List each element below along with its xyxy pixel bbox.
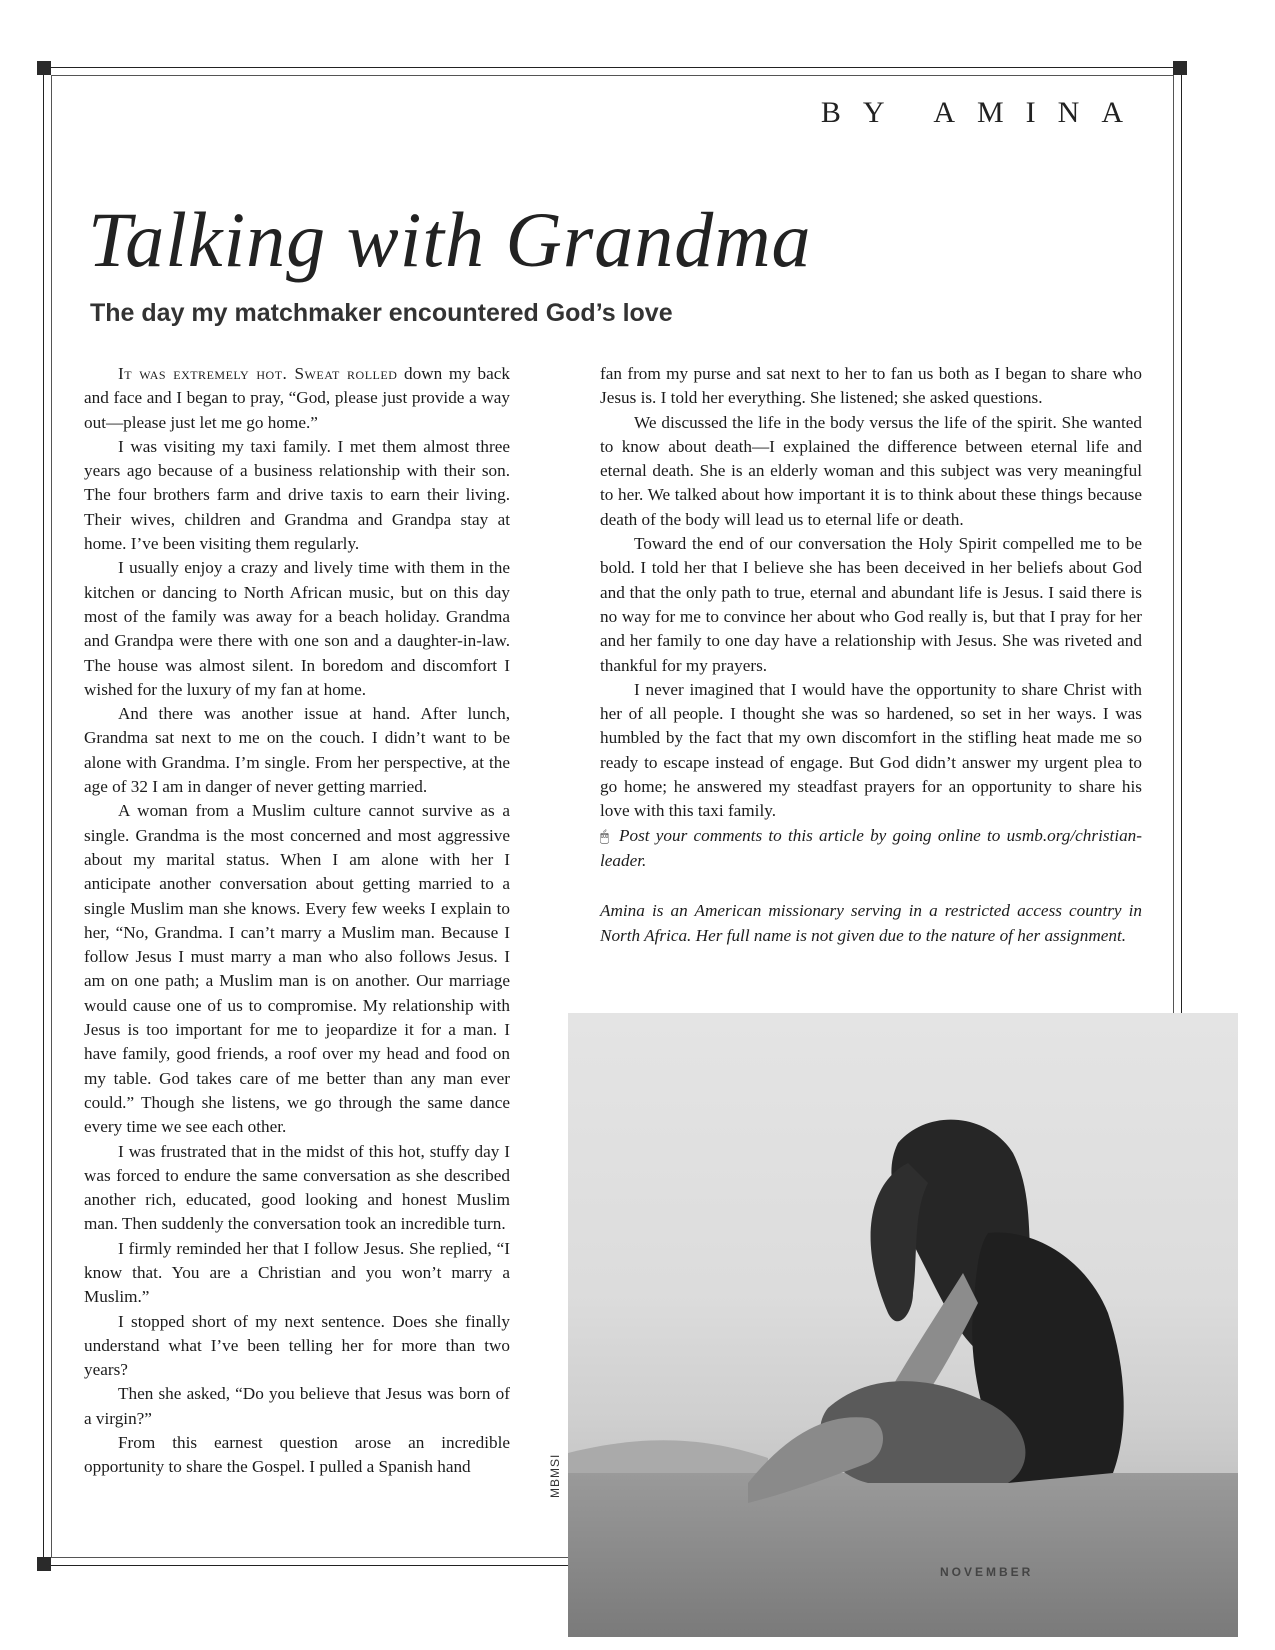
paragraph: Toward the end of our conversation the Holy Spirit compelled me to be bold. I told her that I believe she has been deceived in her beliefs about God and that the only path to true, eternal and abundant life is Jesus. I said there is no way for me to convince her about who God really is, but that I pray for her and her family to one day have a relationship with Jesus. She was riveted and thankful for my prayers.: [600, 534, 1142, 675]
paragraph: I firmly reminded her that I follow Jesus. She replied, “I know that. You are a Christian and you won’t marry a Muslim.”: [84, 1238, 510, 1307]
paragraph: I was frustrated that in the midst of this hot, stuffy day I was forced to endure the same conversation as she described another rich, educated, good looking and honest Muslim man. Then suddenly the conversation took an incredible turn.: [84, 1141, 510, 1234]
mouse-icon: 🖱: [600, 828, 610, 845]
paragraph: It was extremely hot. Sweat rolled down my back and face and I began to pray, “God, please just provide a way out—please just let me go home.”: [84, 364, 510, 432]
paragraph: Then she asked, “Do you believe that Jesus was born of a virgin?”: [84, 1384, 510, 1428]
lead-in: It was extremely hot. Sweat rolled: [118, 364, 398, 383]
comment-link-text[interactable]: Post your comments to this article by going online to usmb.org/christian-leader.: [600, 825, 1142, 870]
paragraph: I usually enjoy a crazy and lively time with them in the kitchen or dancing to North African music, but on this day most of the family was away for a beach holiday. Grandma and Grandpa were there with one son and a daughter-in-law. The house was almost silent. In boredom and discomfort I wished for the luxury of my fan at home.: [84, 558, 510, 699]
left-column: [84, 362, 510, 1480]
paragraph: A woman from a Muslim culture cannot survive as a single. Grandma is the most concerned and most aggressive about my marital status. When I am alone with her I anticipate another conversation about getting married to a single Muslim man she knows. Every few weeks I explain to her, “No, Grandma. I can’t marry a Muslim man. Because I follow Jesus I must marry a man who also follows Jesus. I am on one path; a Muslim man is on another. Our marriage would cause one of us to compromise. My relationship with Jesus is too important for me to jeopardize it for a man. I have family, good friends, a roof over my head and food on my table. God takes care of me better than any man ever could.” Though she listens, we go through the same dance every time we see each other.: [84, 801, 510, 1137]
corner-mark: [37, 61, 51, 75]
footer-issue-label: NOVEMBER: [940, 1565, 1034, 1579]
paragraph: I was visiting my taxi family. I met them almost three years ago because of a business relationship with their son. The four brothers farm and drive taxis to earn their living. Their wives, children and Grandma and Grandpa stay at home. I’ve been visiting them regularly.: [84, 436, 510, 554]
comment-note: [600, 824, 1142, 874]
paragraph: We discussed the life in the body versus the life of the spirit. She wanted to know about death—I explained the difference between eternal life and eternal death. She is an elderly woman and this subject was very meaningful to her. We talked about how important it is to think about these things because death of the body will lead us to eternal life or death.: [600, 412, 1142, 529]
right-column: [600, 362, 1142, 948]
paragraph: And there was another issue at hand. After lunch, Grandma sat next to me on the couch. I didn’t want to be alone with Grandma. I’m single. From her perspective, at the age of 32 I am in danger of never getting married.: [84, 704, 510, 797]
article-photo: [568, 1013, 1238, 1637]
author-bio: Amina is an American missionary serving in a restricted access country in North Africa. Her full name is not given due to the nature of her assignment.: [600, 901, 1142, 945]
corner-mark: [1173, 61, 1187, 75]
paragraph: From this earnest question arose an incredible opportunity to share the Gospel. I pulled a Spanish hand: [84, 1433, 510, 1477]
paragraph: fan from my purse and sat next to her to fan us both as I began to share who Jesus is. I told her everything. She listened; she asked questions.: [600, 364, 1142, 408]
paragraph: I stopped short of my next sentence. Does she finally understand what I’ve been telling her for more than two years?: [84, 1311, 510, 1380]
byline: BY AMINA: [820, 96, 1145, 129]
corner-mark: [37, 1557, 51, 1571]
article-subtitle: The day my matchmaker encountered God’s love: [90, 299, 673, 327]
photo-credit: MBMSI: [548, 1453, 562, 1498]
paragraph: I never imagined that I would have the opportunity to share Christ with her of all people. I thought she was so hardened, so set in her ways. I was humbled by the fact that my own discomfort in the stifling heat made me so ready to escape instead of engage. But God didn’t answer my urgent plea to go home; he answered my steadfast prayers for an opportunity to share his love with this taxi family.: [600, 679, 1142, 821]
article-title: Talking with Grandma: [88, 196, 812, 283]
